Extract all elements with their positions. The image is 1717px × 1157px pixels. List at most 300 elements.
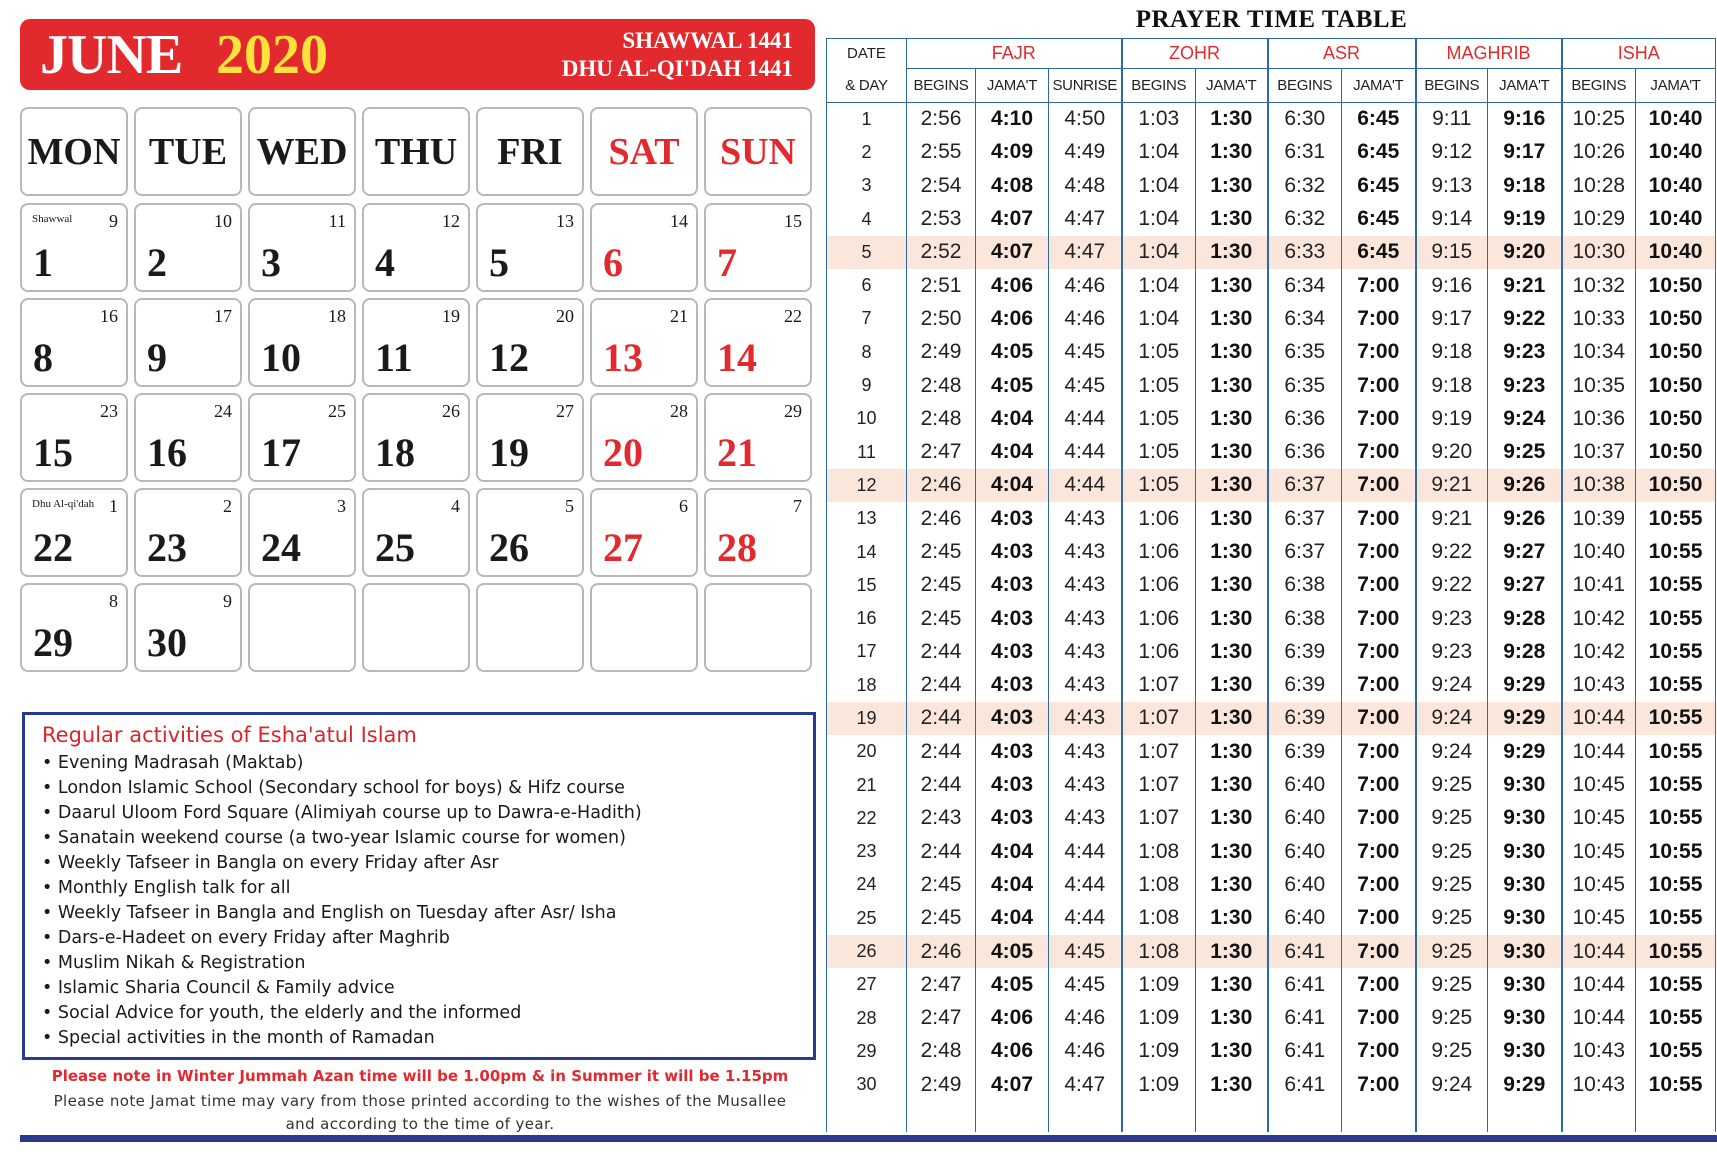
activity-item: • Monthly English talk for all	[42, 876, 796, 901]
hijri-date: 4	[451, 496, 460, 516]
time-cell: 7:00	[1342, 535, 1416, 568]
prayer-row	[827, 469, 1716, 502]
hijri-date: 8	[109, 591, 118, 611]
time-cell: 10:55	[1636, 968, 1716, 1001]
weekday-mon: MON	[20, 107, 128, 196]
calendar-day-16	[134, 393, 242, 482]
prayer-row	[827, 136, 1716, 169]
hijri-month-label: Dhu Al-qi'dah	[32, 498, 95, 510]
time-cell: 4:05	[976, 336, 1049, 369]
prayer-group-fajr: FAJR	[907, 39, 1122, 69]
time-cell: 7:00	[1342, 336, 1416, 369]
time-cell: 6:45	[1342, 202, 1416, 235]
time-cell: 1:30	[1196, 602, 1268, 635]
time-cell: 10:26	[1562, 136, 1636, 169]
date-cell: 30	[827, 1068, 907, 1101]
time-cell: 7:00	[1342, 369, 1416, 402]
time-cell: 9:23	[1488, 336, 1562, 369]
hijri-date: 10	[214, 211, 232, 231]
calendar-day-1	[20, 203, 128, 292]
weekday-header	[20, 107, 815, 196]
time-cell: 2:45	[907, 902, 976, 935]
time-cell: 7:00	[1342, 502, 1416, 535]
calendar-day-22	[20, 488, 128, 577]
prayer-row	[827, 802, 1716, 835]
hijri-date: 5	[565, 496, 574, 516]
time-cell: 9:21	[1416, 502, 1488, 535]
calendar-empty-cell	[248, 583, 356, 672]
weekday-thu: THU	[362, 107, 470, 196]
calendar-day-29	[20, 583, 128, 672]
prayer-row	[827, 369, 1716, 402]
hijri-date: 7	[793, 496, 802, 516]
time-cell: 6:38	[1268, 569, 1342, 602]
time-cell: 7:00	[1342, 1035, 1416, 1068]
activity-item: • Social Advice for youth, the elderly and the informed	[42, 1001, 796, 1026]
date-cell: 7	[827, 302, 907, 335]
activity-item: • Evening Madrasah (Maktab)	[42, 751, 796, 776]
time-cell: 4:06	[976, 1035, 1049, 1068]
time-cell: 9:23	[1488, 369, 1562, 402]
time-cell: 7:00	[1342, 868, 1416, 901]
prayer-subheader: JAMA'T	[1196, 69, 1268, 103]
time-cell: 10:40	[1636, 169, 1716, 202]
time-cell: 4:03	[976, 768, 1049, 801]
calendar-day-19	[476, 393, 584, 482]
time-cell: 10:44	[1562, 1002, 1636, 1035]
activity-item: • Dars-e-Hadeet on every Friday after Maghrib	[42, 926, 796, 951]
prayer-time-table	[826, 38, 1716, 1132]
calendar-day-28	[704, 488, 812, 577]
time-cell: 1:30	[1196, 935, 1268, 968]
time-cell: 9:30	[1488, 802, 1562, 835]
time-cell: 1:30	[1196, 103, 1268, 136]
calendar-day-17	[248, 393, 356, 482]
time-cell: 1:09	[1122, 1035, 1196, 1068]
hijri-date: 3	[337, 496, 346, 516]
prayer-row	[827, 1002, 1716, 1035]
time-cell: 6:36	[1268, 435, 1342, 468]
calendar-day-6	[590, 203, 698, 292]
time-cell: 7:00	[1342, 402, 1416, 435]
time-cell: 4:44	[1049, 435, 1122, 468]
time-cell: 4:47	[1049, 202, 1122, 235]
time-cell: 7:00	[1342, 768, 1416, 801]
calendar-day-14	[704, 298, 812, 387]
calendar-empty-cell	[704, 583, 812, 672]
prayer-subheader: JAMA'T	[1342, 69, 1416, 103]
hijri-date: 20	[556, 306, 574, 326]
time-cell: 1:08	[1122, 868, 1196, 901]
hijri-date: 16	[100, 306, 118, 326]
hijri-date: 9	[223, 591, 232, 611]
time-cell: 10:38	[1562, 469, 1636, 502]
time-cell: 7:00	[1342, 702, 1416, 735]
time-cell: 2:44	[907, 735, 976, 768]
time-cell: 10:50	[1636, 302, 1716, 335]
activities-title: Regular activities of Esha'atul Islam	[42, 723, 417, 747]
time-cell: 4:43	[1049, 669, 1122, 702]
time-cell: 10:45	[1562, 868, 1636, 901]
time-cell: 2:54	[907, 169, 976, 202]
prayer-row	[827, 435, 1716, 468]
filler-cell	[1196, 1101, 1268, 1132]
activity-item: • Weekly Tafseer in Bangla and English on Tuesday after Asr/ Isha	[42, 901, 796, 926]
time-cell: 9:18	[1416, 369, 1488, 402]
time-cell: 10:44	[1562, 702, 1636, 735]
date-cell: 12	[827, 469, 907, 502]
time-cell: 4:43	[1049, 768, 1122, 801]
date-cell: 1	[827, 103, 907, 136]
time-cell: 4:44	[1049, 868, 1122, 901]
time-cell: 10:55	[1636, 1035, 1716, 1068]
time-cell: 4:03	[976, 602, 1049, 635]
time-cell: 4:43	[1049, 702, 1122, 735]
time-cell: 1:06	[1122, 569, 1196, 602]
filler-cell	[1636, 1101, 1716, 1132]
time-cell: 9:30	[1488, 868, 1562, 901]
time-cell: 1:30	[1196, 669, 1268, 702]
time-cell: 7:00	[1342, 968, 1416, 1001]
hijri-date: 9	[109, 211, 118, 231]
time-cell: 6:36	[1268, 402, 1342, 435]
gregorian-date: 7	[717, 240, 737, 285]
time-cell: 4:48	[1049, 169, 1122, 202]
time-cell: 9:16	[1416, 269, 1488, 302]
prayer-row	[827, 835, 1716, 868]
time-cell: 4:50	[1049, 103, 1122, 136]
time-cell: 1:08	[1122, 902, 1196, 935]
filler-cell	[1488, 1101, 1562, 1132]
filler-cell	[907, 1101, 976, 1132]
time-cell: 10:44	[1562, 968, 1636, 1001]
month-name: JUNE	[40, 24, 183, 86]
hijri-months	[562, 27, 793, 83]
time-cell: 10:55	[1636, 535, 1716, 568]
calendar-empty-cell	[362, 583, 470, 672]
prayer-row	[827, 868, 1716, 901]
time-cell: 9:29	[1488, 735, 1562, 768]
hijri-date: 21	[670, 306, 688, 326]
prayer-row	[827, 735, 1716, 768]
time-cell: 9:25	[1416, 1035, 1488, 1068]
time-cell: 6:33	[1268, 236, 1342, 269]
hijri-month-1: SHAWWAL 1441	[622, 28, 793, 53]
calendar-day-21	[704, 393, 812, 482]
time-cell: 4:43	[1049, 569, 1122, 602]
prayer-subheader: BEGINS	[1416, 69, 1488, 103]
gregorian-date: 29	[33, 620, 73, 665]
time-cell: 10:33	[1562, 302, 1636, 335]
time-cell: 4:43	[1049, 502, 1122, 535]
gregorian-date: 24	[261, 525, 301, 570]
time-cell: 10:30	[1562, 236, 1636, 269]
time-cell: 7:00	[1342, 669, 1416, 702]
time-cell: 6:30	[1268, 103, 1342, 136]
activity-item: • Daarul Uloom Ford Square (Alimiyah course up to Dawra-e-Hadith)	[42, 801, 796, 826]
time-cell: 9:30	[1488, 835, 1562, 868]
time-cell: 7:00	[1342, 469, 1416, 502]
time-cell: 1:06	[1122, 535, 1196, 568]
hijri-date: 25	[328, 401, 346, 421]
calendar-day-5	[476, 203, 584, 292]
jummah-note: Please note in Winter Jummah Azan time will be 1.00pm & in Summer it will be 1.15pm	[51, 1067, 789, 1085]
time-cell: 9:25	[1416, 968, 1488, 1001]
time-cell: 10:50	[1636, 435, 1716, 468]
date-cell: 16	[827, 602, 907, 635]
activity-item: • Islamic Sharia Council & Family advice	[42, 976, 796, 1001]
time-cell: 1:30	[1196, 336, 1268, 369]
time-cell: 1:30	[1196, 802, 1268, 835]
weekday-sun: SUN	[704, 107, 812, 196]
time-cell: 6:45	[1342, 236, 1416, 269]
time-cell: 9:21	[1416, 469, 1488, 502]
time-cell: 10:50	[1636, 269, 1716, 302]
time-cell: 1:04	[1122, 269, 1196, 302]
prayer-subheader: BEGINS	[1562, 69, 1636, 103]
time-cell: 10:40	[1636, 202, 1716, 235]
time-cell: 1:30	[1196, 702, 1268, 735]
time-cell: 6:41	[1268, 1002, 1342, 1035]
time-cell: 9:30	[1488, 935, 1562, 968]
time-cell: 1:30	[1196, 1068, 1268, 1101]
month-calendar	[20, 107, 815, 672]
time-cell: 10:36	[1562, 402, 1636, 435]
time-cell: 10:34	[1562, 336, 1636, 369]
calendar-day-15	[20, 393, 128, 482]
time-cell: 1:30	[1196, 136, 1268, 169]
time-cell: 4:03	[976, 802, 1049, 835]
time-cell: 9:23	[1416, 635, 1488, 668]
date-cell: 4	[827, 202, 907, 235]
time-cell: 9:25	[1488, 435, 1562, 468]
time-cell: 10:42	[1562, 602, 1636, 635]
time-cell: 6:41	[1268, 1035, 1342, 1068]
time-cell: 10:50	[1636, 469, 1716, 502]
time-cell: 2:48	[907, 1035, 976, 1068]
gregorian-date: 17	[261, 430, 301, 475]
time-cell: 10:45	[1562, 802, 1636, 835]
time-cell: 10:35	[1562, 369, 1636, 402]
prayer-row	[827, 968, 1716, 1001]
gregorian-date: 9	[147, 335, 167, 380]
time-cell: 9:24	[1416, 702, 1488, 735]
time-cell: 1:05	[1122, 336, 1196, 369]
time-cell: 4:03	[976, 535, 1049, 568]
time-cell: 2:52	[907, 236, 976, 269]
date-cell: 8	[827, 336, 907, 369]
prayer-row	[827, 269, 1716, 302]
time-cell: 6:41	[1268, 1068, 1342, 1101]
time-cell: 6:40	[1268, 802, 1342, 835]
time-cell: 10:43	[1562, 669, 1636, 702]
prayer-group-isha: ISHA	[1562, 39, 1716, 69]
prayer-row	[827, 569, 1716, 602]
time-cell: 9:18	[1416, 336, 1488, 369]
gregorian-date: 1	[33, 240, 53, 285]
time-cell: 9:29	[1488, 669, 1562, 702]
time-cell: 2:56	[907, 103, 976, 136]
time-cell: 1:30	[1196, 735, 1268, 768]
calendar-day-30	[134, 583, 242, 672]
calendar-empty-cell	[476, 583, 584, 672]
time-cell: 7:00	[1342, 935, 1416, 968]
time-cell: 9:27	[1488, 569, 1562, 602]
time-cell: 10:45	[1562, 902, 1636, 935]
gregorian-date: 13	[603, 335, 643, 380]
time-cell: 1:30	[1196, 369, 1268, 402]
filler-cell	[1342, 1101, 1416, 1132]
time-cell: 6:37	[1268, 535, 1342, 568]
hijri-date: 27	[556, 401, 574, 421]
time-cell: 4:04	[976, 435, 1049, 468]
time-cell: 1:04	[1122, 202, 1196, 235]
time-cell: 9:19	[1416, 402, 1488, 435]
time-cell: 4:46	[1049, 269, 1122, 302]
prayer-row	[827, 1068, 1716, 1101]
time-cell: 2:47	[907, 1002, 976, 1035]
hijri-date: 28	[670, 401, 688, 421]
time-cell: 1:04	[1122, 236, 1196, 269]
time-cell: 10:55	[1636, 669, 1716, 702]
time-cell: 7:00	[1342, 602, 1416, 635]
activities-list	[42, 751, 796, 1051]
time-cell: 1:07	[1122, 669, 1196, 702]
gregorian-date: 27	[603, 525, 643, 570]
time-cell: 1:30	[1196, 535, 1268, 568]
filler-cell	[976, 1101, 1049, 1132]
time-cell: 1:06	[1122, 602, 1196, 635]
date-cell: 29	[827, 1035, 907, 1068]
time-cell: 2:55	[907, 136, 976, 169]
time-cell: 10:40	[1562, 535, 1636, 568]
prayer-subheader: JAMA'T	[1636, 69, 1716, 103]
time-cell: 9:20	[1416, 435, 1488, 468]
activity-item: • Sanatain weekend course (a two-year Islamic course for women)	[42, 826, 796, 851]
time-cell: 10:55	[1636, 1068, 1716, 1101]
time-cell: 9:26	[1488, 502, 1562, 535]
time-cell: 9:18	[1488, 169, 1562, 202]
time-cell: 4:06	[976, 269, 1049, 302]
time-cell: 10:55	[1636, 902, 1716, 935]
time-cell: 10:45	[1562, 768, 1636, 801]
activity-item: • London Islamic School (Secondary school for boys) & Hifz course	[42, 776, 796, 801]
gregorian-date: 21	[717, 430, 757, 475]
time-cell: 1:07	[1122, 768, 1196, 801]
hijri-date: 17	[214, 306, 232, 326]
time-cell: 9:30	[1488, 1035, 1562, 1068]
time-cell: 10:55	[1636, 702, 1716, 735]
time-cell: 9:13	[1416, 169, 1488, 202]
hijri-date: 13	[556, 211, 574, 231]
hijri-date: 15	[784, 211, 802, 231]
hijri-month-label: Shawwal	[32, 213, 73, 225]
gregorian-date: 5	[489, 240, 509, 285]
gregorian-date: 20	[603, 430, 643, 475]
prayer-row	[827, 402, 1716, 435]
gregorian-date: 30	[147, 620, 187, 665]
filler-cell	[1562, 1101, 1636, 1132]
time-cell: 6:39	[1268, 702, 1342, 735]
date-cell: 22	[827, 802, 907, 835]
prayer-row	[827, 236, 1716, 269]
time-cell: 6:35	[1268, 336, 1342, 369]
time-cell: 9:24	[1488, 402, 1562, 435]
time-cell: 9:15	[1416, 236, 1488, 269]
hijri-month-2: DHU AL-QI'DAH 1441	[561, 56, 793, 81]
time-cell: 10:55	[1636, 569, 1716, 602]
date-cell: 20	[827, 735, 907, 768]
time-cell: 4:04	[976, 402, 1049, 435]
hijri-date: 24	[214, 401, 232, 421]
time-cell: 1:05	[1122, 369, 1196, 402]
time-cell: 2:53	[907, 202, 976, 235]
prayer-row	[827, 1035, 1716, 1068]
time-cell: 9:22	[1488, 302, 1562, 335]
time-cell: 4:45	[1049, 336, 1122, 369]
hijri-date: 23	[100, 401, 118, 421]
time-cell: 7:00	[1342, 1002, 1416, 1035]
time-cell: 1:30	[1196, 169, 1268, 202]
time-cell: 10:50	[1636, 402, 1716, 435]
date-cell: 6	[827, 269, 907, 302]
gregorian-date: 2	[147, 240, 167, 285]
time-cell: 4:05	[976, 369, 1049, 402]
time-cell: 9:16	[1488, 103, 1562, 136]
time-cell: 10:40	[1636, 136, 1716, 169]
time-cell: 2:45	[907, 569, 976, 602]
prayer-row	[827, 768, 1716, 801]
prayer-subheader: BEGINS	[1268, 69, 1342, 103]
time-cell: 4:03	[976, 635, 1049, 668]
time-cell: 9:24	[1416, 669, 1488, 702]
time-cell: 2:47	[907, 435, 976, 468]
prayer-row	[827, 169, 1716, 202]
time-cell: 4:09	[976, 136, 1049, 169]
date-cell: 11	[827, 435, 907, 468]
time-cell: 7:00	[1342, 269, 1416, 302]
time-cell: 10:45	[1562, 835, 1636, 868]
date-cell: 9	[827, 369, 907, 402]
gregorian-date: 6	[603, 240, 623, 285]
prayer-row	[827, 702, 1716, 735]
time-cell: 9:17	[1488, 136, 1562, 169]
time-cell: 6:37	[1268, 469, 1342, 502]
calendar-day-25	[362, 488, 470, 577]
time-cell: 1:30	[1196, 202, 1268, 235]
time-cell: 1:07	[1122, 735, 1196, 768]
time-cell: 1:30	[1196, 269, 1268, 302]
time-cell: 1:05	[1122, 435, 1196, 468]
gregorian-date: 10	[261, 335, 301, 380]
prayer-subheader: JAMA'T	[976, 69, 1049, 103]
time-cell: 7:00	[1342, 635, 1416, 668]
day-header: & DAY	[827, 69, 907, 103]
time-cell: 4:47	[1049, 1068, 1122, 1101]
time-cell: 1:08	[1122, 935, 1196, 968]
time-cell: 6:37	[1268, 502, 1342, 535]
time-cell: 9:11	[1416, 103, 1488, 136]
calendar-empty-cell	[590, 583, 698, 672]
hijri-date: 29	[784, 401, 802, 421]
time-cell: 1:07	[1122, 802, 1196, 835]
time-cell: 9:25	[1416, 802, 1488, 835]
time-cell: 9:14	[1416, 202, 1488, 235]
time-cell: 1:30	[1196, 402, 1268, 435]
time-cell: 4:06	[976, 1002, 1049, 1035]
prayer-subheader: BEGINS	[907, 69, 976, 103]
time-cell: 7:00	[1342, 802, 1416, 835]
